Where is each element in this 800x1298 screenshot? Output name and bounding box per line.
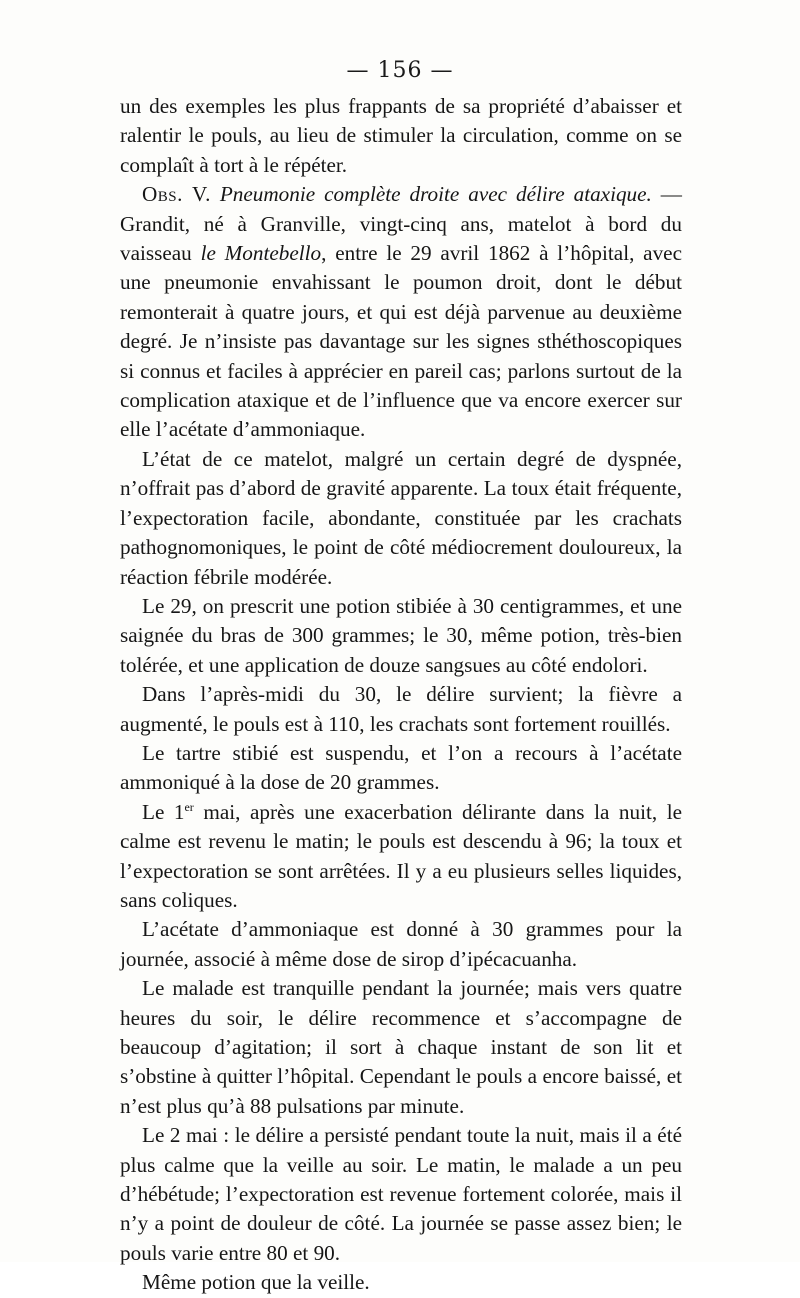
paragraph-final: Même potion que la veille. <box>142 1270 370 1295</box>
paragraph-text: mai, après une exacerbation délirante dans la nuit, le calme est revenu le matin; le pouls est descendu à 96; la toux et l’expectoration se sont arrêtées. Il y a eu plusieurs selles liquides, sans coliques. <box>120 799 682 912</box>
date-text: Le 1 <box>142 799 185 824</box>
observation-text-b: , entre le 29 avril 1862 à l’hôpital, avec une pneumonie envahissant le poumon droit, dont le début remonterait à quatre jours, et qui est déjà parvenue au deuxième degré. Je n’insiste pas davantage sur les signes sthéthoscopiques si connus et faciles à apprécier en pareil cas; parlons surtout de la complication ataxique et de l’influence que va encore exercer sur elle l’acétate d’ammoniaque. <box>120 241 682 442</box>
paragraph: Le tartre stibié est suspendu, et l’on a recours à l’acétate ammoniqué à la dose de 20 grammes. <box>120 740 682 795</box>
body-text <box>120 92 682 1298</box>
paragraph-observation-header <box>120 180 682 445</box>
paragraph-continuation: un des exemples les plus frappants de sa propriété d’abaisser et ralentir le pouls, au lieu de stimuler la circulation, comme on se complaît à tort à le répéter. <box>120 94 682 177</box>
paragraph-first-may <box>120 798 682 916</box>
paragraph: Le malade est tranquille pendant la journée; mais vers quatre heures du soir, le délire recommence et s’accompagne de beaucoup d’agitation; il sort à chaque instant de son lit et s’obstine à quitter l’hôpital. Cependant le pouls a encore baissé, et n’est plus qu’à 88 pulsations par minute. <box>120 976 682 1118</box>
paragraph: Le 2 mai : le délire a persisté pendant toute la nuit, mais il a été plus calme que la veille au soir. Le matin, le malade a un peu d’hébétude; l’expectoration est revenue fortement colorée, mais il n’y a point de douleur de côté. La journée se passe assez bien; le pouls varie entre 80 et 90. <box>120 1123 682 1265</box>
paragraph: L’état de ce matelot, malgré un certain degré de dyspnée, n’offrait pas d’abord de gravité apparente. La toux était fréquente, l’expectoration facile, abondante, constituée par les crachats pathognomoniques, le point de côté médiocrement douloureux, la réaction fébrile modérée. <box>120 446 682 589</box>
paragraph: L’acétate d’ammoniaque est donné à 30 grammes pour la journée, associé à même dose de sirop d’ipécacuanha. <box>120 917 682 971</box>
ordinal-superscript: er <box>184 799 194 814</box>
observation-text-a: Grandit, né à Granville, vingt-cinq ans, matelot à bord du vaisseau <box>120 211 682 266</box>
ship-name: le Montebello <box>200 241 322 266</box>
page-number: — 156 — <box>346 58 454 83</box>
title-dash: — <box>651 182 682 207</box>
paragraph: Dans l’après-midi du 30, le délire survient; la fièvre a augmenté, le pouls est à 110, les crachats sont fortement rouillés. <box>120 682 682 736</box>
paragraph: Le 29, on prescrit une potion stibiée à 30 centigrammes, et une saignée du bras de 300 grammes; le 30, même potion, très-bien tolérée, et une application de douze sangsues au côté endolori. <box>120 593 682 677</box>
observation-label: Obs. V. <box>142 182 211 207</box>
observation-title: Pneumonie complète droite avec délire ataxique. <box>219 182 652 207</box>
